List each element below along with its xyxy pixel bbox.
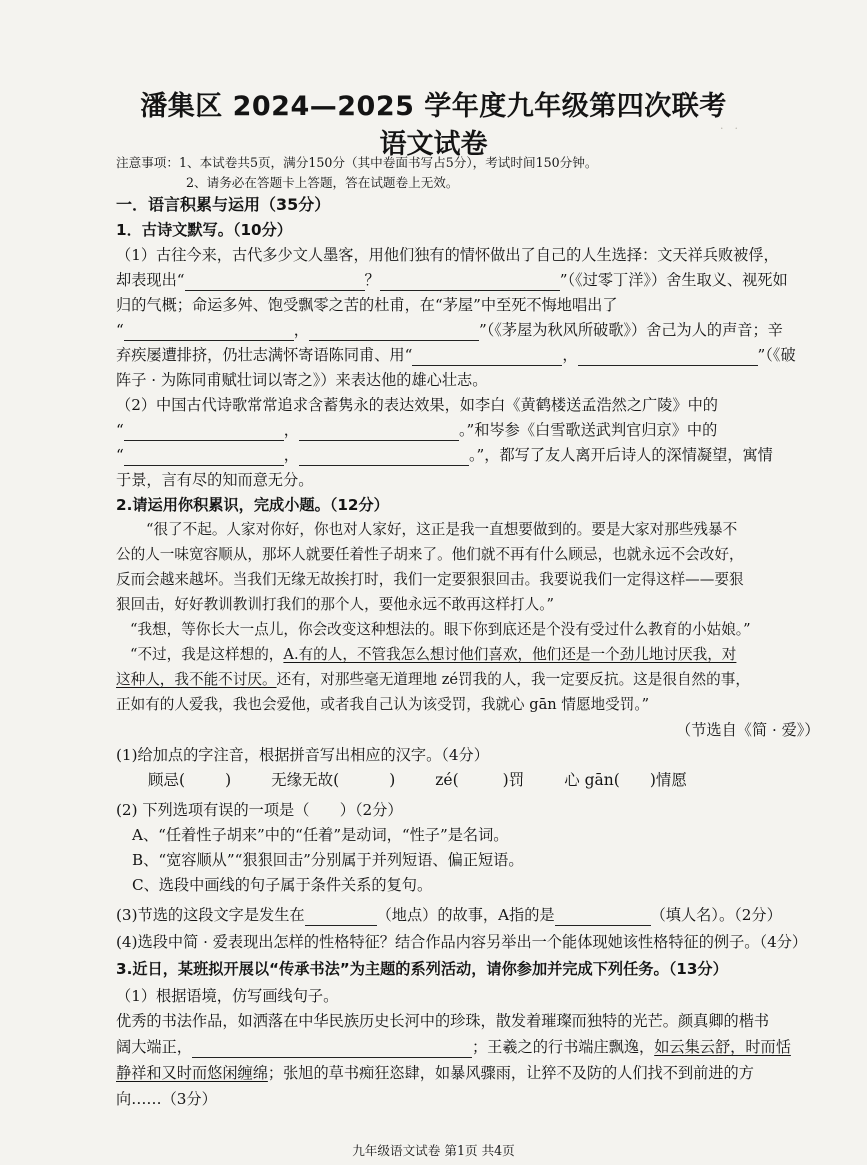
text: “ [116, 446, 124, 464]
q1-p1c: 归的气概；命运多舛、饱受飘零之苦的杜甫，在“茅屋”中至死不悔地唱出了 [116, 296, 618, 314]
q2-sub1: (1)给加点的字注音，根据拼音写出相应的汉字。（4分） [116, 746, 489, 764]
text: zé( [435, 771, 459, 789]
q3-p4 [116, 1062, 836, 1084]
text: ”（《过零丁洋》）舍生取义、视死如 [559, 271, 788, 289]
answer-blank[interactable] [620, 773, 650, 791]
passage-source: （节选自《简 · 爱》） [676, 721, 820, 739]
q1-p1b [116, 269, 836, 291]
bleed-through-text: · · [720, 122, 738, 135]
text: ；王羲之的行书端庄飘逸， [471, 1038, 655, 1056]
passage-line: 正如有的人爱我，我也会爱他，或者我自己认为该受罚，我就心 gān 情愿地受罚。” [116, 696, 650, 713]
underlined-sentence: 如云集云舒，时而恬 [654, 1038, 791, 1056]
text: ；张旭的草书痴狂恣肆，如暴风骤雨，让猝不及防的人们找不到前进的方 [267, 1064, 754, 1082]
text: 无缘无故( [271, 771, 340, 789]
answer-blank[interactable] [185, 272, 365, 291]
answer-blank[interactable] [380, 272, 560, 291]
exam-subtitle: 语文试卷 [379, 129, 488, 160]
text: ， [283, 446, 299, 464]
q1-p1a: （1）古往今来，古代多少文人墨客，用他们独有的情怀做出了自己的人生选择：文天祥兵败被俘， [116, 246, 779, 264]
text: ”（《茅屋为秋风所破歌》）舍己为人的声音；辛 [478, 321, 783, 339]
note-2: 2、请务必在答题卡上答题，答在试题卷上无效。 [186, 175, 459, 190]
text: （填人名）。（2分） [650, 906, 782, 924]
q3-heading: 3.近日，某班拟开展以“传承书法”为主题的系列活动，请你参加并完成下列任务。（13分） [116, 960, 728, 978]
passage-line: “很了不起。人家对你好，你也对人家好，这正是我一直想要做到的。要是大家对那些残暴不 [146, 521, 738, 538]
answer-blank[interactable] [185, 773, 225, 791]
text: ) [389, 771, 396, 789]
q2-sub4: (4)选段中简 · 爱表现出怎样的性格特征？结合作品内容另举出一个能体现她该性格特征的例子。（4分） [116, 933, 808, 951]
text: “ [116, 421, 124, 439]
text: 却表现出“ [116, 271, 185, 289]
page-footer: 九年级语文试卷 第1页 共4页 [352, 1143, 515, 1158]
text: “不过，我是这样想的， [130, 646, 284, 663]
q1-p2d: 于景，言有尽的知而意无分。 [116, 471, 314, 489]
answer-blank[interactable] [299, 422, 459, 441]
text: 顾忌( [148, 771, 186, 789]
q3-p2: 优秀的书法作品，如洒落在中华民族历史长河中的珍珠，散发着璀璨而独特的光芒。颜真卿的楷书 [116, 1012, 770, 1030]
text: ) [225, 771, 232, 789]
text: )罚 [502, 771, 525, 789]
passage-line: 公的人一味宽容顺从，那坏人就要任着性子胡来了。他们就不再有什么顾忌，也就永远不会改好， [116, 546, 744, 563]
text: ”（《破 [757, 346, 796, 364]
q1-p2a: （2）中国古代诗歌常常追求含蓄隽永的表达效果，如李白《黄鹤楼送孟浩然之广陵》中的 [116, 396, 718, 414]
answer-blank[interactable] [305, 907, 377, 926]
answer-blank[interactable] [555, 907, 651, 926]
text: 还有，对那些毫无道理地 zé罚我的人，我一定要反抗。这是很自然的事， [276, 671, 750, 688]
text: ？ [364, 271, 380, 289]
answer-blank[interactable] [339, 773, 389, 791]
note-1: 注意事项：1、本试卷共5页，满分150分（其中卷面书写占5分），考试时间150分钟。 [116, 155, 598, 170]
passage-line: “我想，等你长大一点儿，你会改变这种想法的。眼下你到底还是个没有受过什么教育的小姑娘。” [130, 621, 751, 638]
option-c: C、选段中画线的句子属于条件关系的复句。 [132, 876, 433, 894]
q3-p3 [116, 1036, 836, 1058]
option-b: B、“宽容顺从”“狠狠回击”分别属于并列短语、偏正短语。 [132, 851, 524, 869]
passage-line: 狠回击，好好教训教训打我们的那个人，要他永远不敢再这样打人。” [116, 596, 554, 613]
answer-blank[interactable] [459, 773, 503, 791]
q2-sub1-items [148, 769, 867, 791]
text: 阔大端正， [116, 1038, 192, 1056]
answer-blank[interactable] [124, 447, 284, 466]
q1-p2c [116, 444, 836, 466]
q1-p1e [116, 344, 836, 366]
text: ， [283, 421, 299, 439]
text: 心 gān( [564, 771, 620, 789]
text: “ [116, 321, 124, 339]
section-1-heading: 一．语言积累与运用（35分） [116, 195, 331, 214]
text: 弃疾屡遭排挤，仍壮志满怀寄语陈同甫、用“ [116, 346, 413, 364]
answer-blank[interactable] [124, 422, 284, 441]
passage-line [116, 669, 836, 691]
text: ， [293, 321, 309, 339]
answer-blank[interactable] [309, 322, 479, 341]
underlined-sentence: A.有的人，不管我怎么想讨他们喜欢，他们还是一个劲儿地讨厌我，对 [283, 646, 737, 663]
exam-title: 潘集区 2024—2025 学年度九年级第四次联考 [140, 91, 727, 122]
passage-line: 反而会越来越坏。当我们无缘无故挨打时，我们一定要狠狠回击。我要说我们一定得这样——要狠 [116, 571, 744, 588]
text: ， [562, 346, 578, 364]
q1-p1d [116, 319, 836, 341]
q1-p1f: 阵子 · 为陈同甫赋壮词以寄之》）来表达他的雄心壮志。 [116, 371, 488, 389]
q1-p2b [116, 419, 836, 441]
answer-blank[interactable] [124, 322, 294, 341]
text: )情愿 [649, 771, 687, 789]
underlined-sentence: 这种人，我不能不讨厌。 [116, 671, 277, 688]
q3-p5: 向……（3分） [116, 1090, 217, 1108]
underlined-sentence: 静祥和又时而悠闲缠绵 [116, 1064, 268, 1082]
q2-sub3 [116, 904, 836, 926]
q1-heading: 1．古诗文默写。（10分） [116, 221, 292, 239]
q2-sub2: (2) 下列选项有误的一项是（ ）（2分） [116, 801, 403, 819]
answer-blank[interactable] [299, 447, 469, 466]
answer-blank[interactable] [192, 1039, 472, 1058]
option-a: A、“任着性子胡来”中的“任着”是动词，“性子”是名词。 [132, 826, 509, 844]
q2-heading: 2.请运用你积累识，完成小题。（12分） [116, 496, 389, 514]
passage-line [130, 644, 850, 666]
text: （地点）的故事，A指的是 [376, 906, 555, 924]
text: 。”和岑参《白雪歌送武判官归京》中的 [458, 421, 718, 439]
text: 。”，都写了友人离开后诗人的深情凝望，寓情 [468, 446, 773, 464]
answer-blank[interactable] [412, 347, 562, 366]
answer-blank[interactable] [578, 347, 758, 366]
q3-p1: （1）根据语境，仿写画线句子。 [116, 987, 339, 1005]
text: (3)节选的这段文字是发生在 [116, 906, 305, 924]
